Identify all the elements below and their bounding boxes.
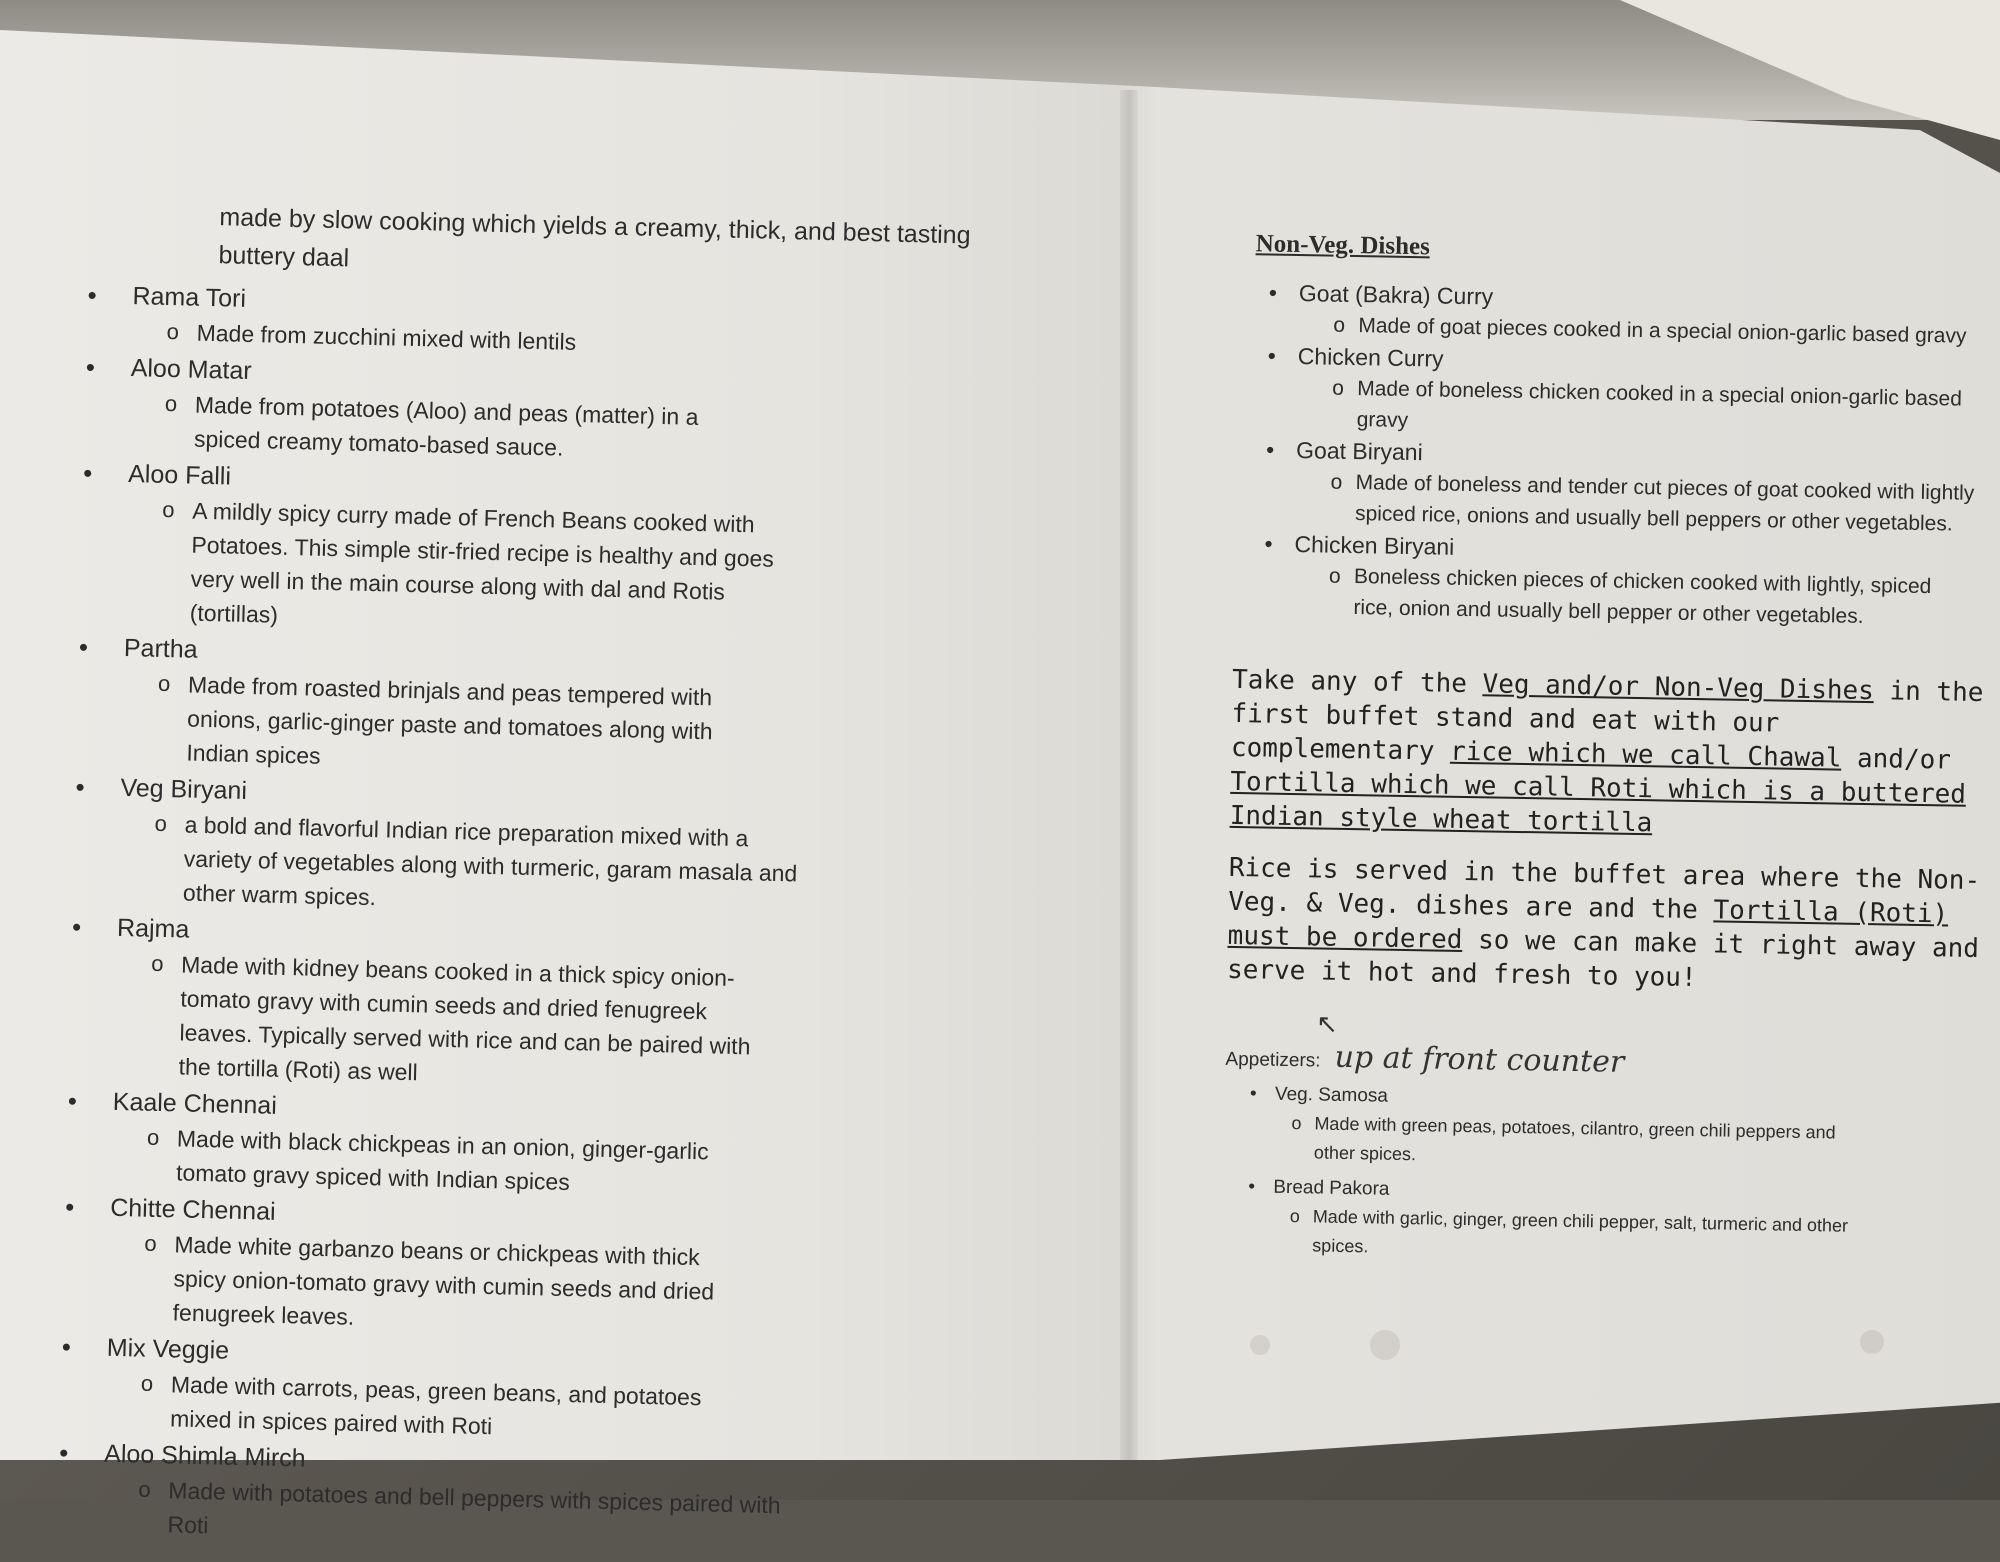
sub-bullet-icon: o <box>138 1476 151 1502</box>
bullet-icon: • <box>61 1331 72 1362</box>
dish-name: Rajma <box>116 913 190 944</box>
bullet-icon: • <box>67 1085 78 1116</box>
handwritten-note: up at front counter <box>1334 1039 1625 1080</box>
sub-bullet-icon: o <box>146 1124 160 1150</box>
description-text: Made with green peas, potatoes, cilantro, green chili peppers and other spices. <box>1313 1113 1836 1165</box>
veg-dish-list <box>57 277 1038 1562</box>
dish-name: Kaale Chennai <box>112 1087 278 1120</box>
dish-name: Aloo Falli <box>127 460 232 491</box>
sub-bullet-icon: o <box>140 1370 154 1396</box>
dish-description <box>1233 559 1974 634</box>
bullet-icon: • <box>1268 279 1278 306</box>
note-text: Rice is served in the buffet area where the Non-Veg. & Veg. dishes are and the <box>1228 852 1981 926</box>
note-text: in the first buffet stand and eat with our complementary <box>1230 676 1984 767</box>
dish-description <box>68 945 771 1098</box>
bullet-icon: • <box>58 1437 69 1468</box>
note-underlined-text: Tortilla which we call Roti which is a buttered Indian style wheat tortilla <box>1229 766 1967 839</box>
bullet-icon: • <box>71 911 82 942</box>
bullet-icon: • <box>1264 530 1273 557</box>
appetizers-label: Appetizers: <box>1225 1048 1321 1072</box>
continued-description: made by slow cooking which yields a creamy, thick, and best tasting buttery daal <box>218 203 971 273</box>
sub-bullet-icon: o <box>1289 1206 1300 1227</box>
sub-bullet-icon: o <box>144 1230 157 1256</box>
bullet-icon: • <box>82 457 93 489</box>
veg-dishes-column <box>57 195 1040 1562</box>
dish-name: Rama Tori <box>132 282 247 313</box>
sub-bullet-icon: o <box>164 390 178 417</box>
stain <box>1860 1330 1884 1354</box>
description-text: Made with garlic, ginger, green chili pepper, salt, turmeric and other spices. <box>1312 1206 1849 1257</box>
rice-roti-instructions <box>1227 851 1989 1000</box>
arrow-icon: ↖ <box>1315 1008 1339 1039</box>
buffet-instructions <box>1229 663 1992 846</box>
note-underlined-text: Veg and/or Non-Veg Dishes <box>1482 669 1875 707</box>
dish-description <box>62 1225 754 1344</box>
dish-name: Partha <box>123 633 198 664</box>
bullet-icon: • <box>1267 342 1277 369</box>
dish-description <box>73 805 805 925</box>
sub-bullet-icon: o <box>1332 376 1345 400</box>
bullet-icon: • <box>87 279 98 311</box>
bullet-icon: • <box>1249 1083 1257 1105</box>
sub-bullet-icon: o <box>1291 1113 1302 1134</box>
dish-name: Chitte Chennai <box>109 1193 276 1226</box>
description-text: Made of goat pieces cooked in a special onion-garlic based gravy <box>1358 314 1967 348</box>
description-text: Made of boneless and tender cut pieces of goat cooked with lightly spiced rice, onions and usually bell peppers or other vegetables. <box>1354 471 1975 536</box>
bullet-icon: • <box>64 1191 75 1222</box>
note-underlined-text: Tortilla (Roti) must be ordered <box>1227 895 1949 955</box>
description-text: Boneless chicken pieces of chicken cooked with lightly, spiced rice, onion and usually bell pepper or other vegetables. <box>1353 565 1932 628</box>
description-text: Made with black chickpeas in an onion, ginger-garlic tomato gravy spiced with Indian spices <box>175 1125 709 1196</box>
sub-bullet-icon: o <box>157 670 171 697</box>
appetizer-description <box>1224 1108 1875 1177</box>
description-text: A mildly spicy curry made of French Beans cooked with Potatoes. This simple stir-fried recipe is healthy and goes very well in the main course along with dal and Rotis (tortillas) <box>189 497 775 628</box>
sub-bullet-icon: o <box>1330 470 1343 494</box>
dish-name: Goat (Bakra) Curry <box>1298 280 1494 310</box>
bullet-icon: • <box>78 631 89 663</box>
description-text: Made white garbanzo beans or chickpeas with thick spicy onion-tomato gravy with cumin seeds and dried fenugreek leaves. <box>172 1231 715 1330</box>
page-fold <box>1120 90 1138 1490</box>
section-heading: Non-Veg. Dishes <box>1255 230 1431 261</box>
appetizer-name: Veg. Samosa <box>1274 1083 1389 1107</box>
bullet-icon: • <box>75 771 86 803</box>
note-text: so we can make it right away and serve it hot and fresh to you! <box>1226 924 1980 994</box>
dish-name: Chicken Biryani <box>1294 531 1455 560</box>
bullet-icon: • <box>1248 1176 1256 1198</box>
sub-bullet-icon: o <box>150 950 164 977</box>
description-text: Made from potatoes (Aloo) and peas (matter) in a spiced creamy tomato-based sauce. <box>193 391 699 461</box>
bullet-icon: • <box>1265 436 1275 463</box>
sub-bullet-icon: o <box>166 318 180 345</box>
description-text: Made of boneless chicken cooked in a special onion-garlic based gravy <box>1356 377 1963 432</box>
dish-description <box>79 491 792 644</box>
dish-name: Chicken Curry <box>1297 343 1444 372</box>
dish-name: Goat Biryani <box>1295 437 1423 466</box>
description-text: a bold and flavorful Indian rice preparation mixed with a variety of vegetables along with turmeric, garam masala and other warm spices. <box>182 811 798 911</box>
sub-bullet-icon: o <box>154 810 168 837</box>
sub-bullet-icon: o <box>1333 313 1346 337</box>
dish-name: Veg Biryani <box>120 773 248 806</box>
description-text: Made from roasted brinjals and peas tempered with onions, garlic-ginger paste and tomatoes along with Indian spices <box>186 671 713 769</box>
bullet-icon: • <box>85 351 96 383</box>
stain <box>1370 1330 1400 1360</box>
description-text: Made from zucchini mixed with lentils <box>196 319 577 355</box>
dish-name: Aloo Shimla Mirch <box>103 1439 306 1473</box>
sub-bullet-icon: o <box>162 496 175 523</box>
description-text: Made with potatoes and bell peppers with spices paired with Roti <box>167 1477 781 1539</box>
note-text: and/or <box>1841 743 1952 776</box>
note-text: Take any of the <box>1231 664 1483 700</box>
sub-bullet-icon: o <box>1328 564 1341 588</box>
appetizer-description <box>1222 1201 1873 1270</box>
description-text: Made with kidney beans cooked in a thick spicy onion-tomato gravy with cumin seeds and dried fenugreek leaves. Typically served with rice and can be paired with the tortilla (Roti) as well <box>178 951 751 1086</box>
non-veg-dishes-column <box>1222 230 2000 1272</box>
appetizer-name: Bread Pakora <box>1273 1176 1390 1200</box>
dish-name: Mix Veggie <box>106 1333 230 1365</box>
dish-name: Aloo Matar <box>130 354 252 385</box>
dish-description <box>76 665 778 784</box>
description-text: Made with carrots, peas, green beans, and potatoes mixed in spices paired with Roti <box>169 1371 702 1440</box>
stain <box>1250 1335 1270 1355</box>
note-underlined-text: rice which we call Chawal <box>1449 736 1842 774</box>
